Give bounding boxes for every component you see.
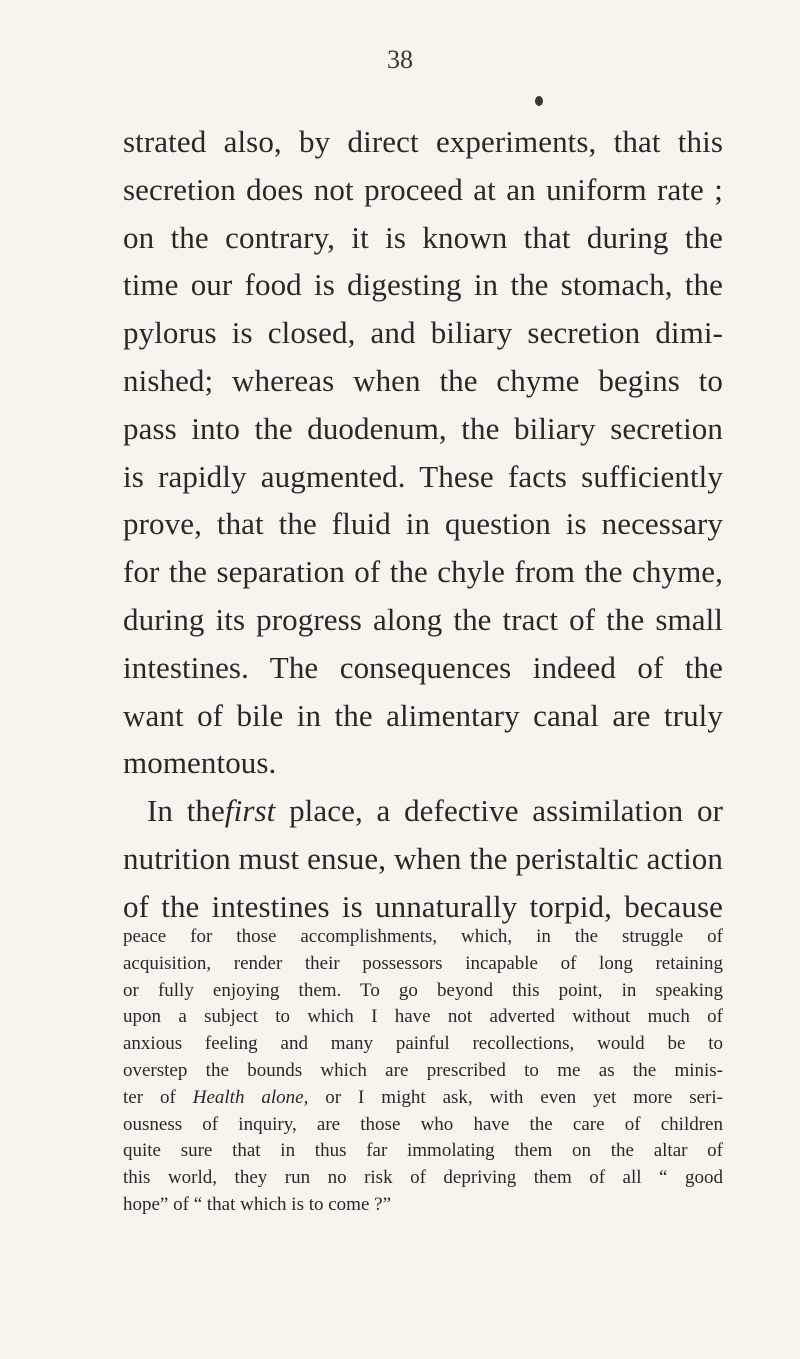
- text-line: is rapidly augmented. These facts sufficiently: [123, 458, 723, 494]
- footnote-line: upon a subject to which I have not adverted without much of: [123, 1006, 723, 1028]
- emphasis-health-alone: Health alone,: [192, 1086, 309, 1108]
- text-line: want of bile in the alimentary canal are truly: [123, 697, 723, 733]
- main-text: [123, 118, 723, 931]
- footnote-line: [123, 1085, 723, 1112]
- text-line: nutrition must ensue, when the peristaltic action: [123, 840, 723, 876]
- footnote-line: anxious feeling and many painful recollections, would be to: [123, 1033, 723, 1055]
- footnote-line: ousness of inquiry, are those who have the care of children: [123, 1113, 723, 1135]
- footnote: [123, 924, 723, 1219]
- footnote-line: quite sure that in thus far immolating them on the altar of: [123, 1140, 723, 1162]
- text-line: pass into the duodenum, the biliary secretion: [123, 410, 723, 446]
- text-line: time our food is digesting in the stomach, the: [123, 267, 723, 303]
- text-run: place, a defective assimilation or: [275, 793, 724, 829]
- page-number: 38: [387, 45, 413, 74]
- footnote-line: peace for those accomplishments, which, in the struggle of: [123, 926, 723, 947]
- text-line: nished; whereas when the chyme begins to: [123, 362, 723, 398]
- text-line: on the contrary, it is known that during the: [123, 219, 723, 255]
- footnote-line: acquisition, render their possessors incapable of long retaining: [123, 952, 723, 974]
- footnote-line: hope” of “ that which is to come ?”: [123, 1193, 392, 1215]
- text-line: secretion does not proceed at an uniform rate ;: [123, 171, 723, 207]
- footnote-line: or fully enjoying them. To go beyond this point, in speaking: [123, 979, 723, 1001]
- footnote-line: this world, they run no risk of depriving them of all “ good: [123, 1167, 723, 1189]
- text-line: of the intestines is unnaturally torpid, because: [123, 888, 723, 924]
- text-line: during its progress along the tract of the small: [123, 601, 723, 637]
- ink-speck: [535, 96, 543, 106]
- text-line: momentous.: [123, 745, 277, 781]
- text-run: In the: [147, 793, 225, 829]
- text-line: strated also, by direct experiments, that this: [123, 124, 723, 159]
- text-line: pylorus is closed, and biliary secretion dimi-: [123, 315, 723, 351]
- footnote-line: overstep the bounds which are prescribed to me as the minis-: [123, 1059, 723, 1081]
- text-line: prove, that the fluid in question is necessary: [123, 506, 723, 542]
- text-line: intestines. The consequences indeed of the: [123, 649, 723, 685]
- text-run: ter of: [123, 1086, 193, 1108]
- text-line: for the separation of the chyle from the chyme,: [123, 554, 723, 590]
- text-run: or I might ask, with even yet more seri-: [308, 1086, 723, 1108]
- emphasis-first: first: [224, 793, 276, 829]
- paragraph-start-line: [123, 787, 723, 835]
